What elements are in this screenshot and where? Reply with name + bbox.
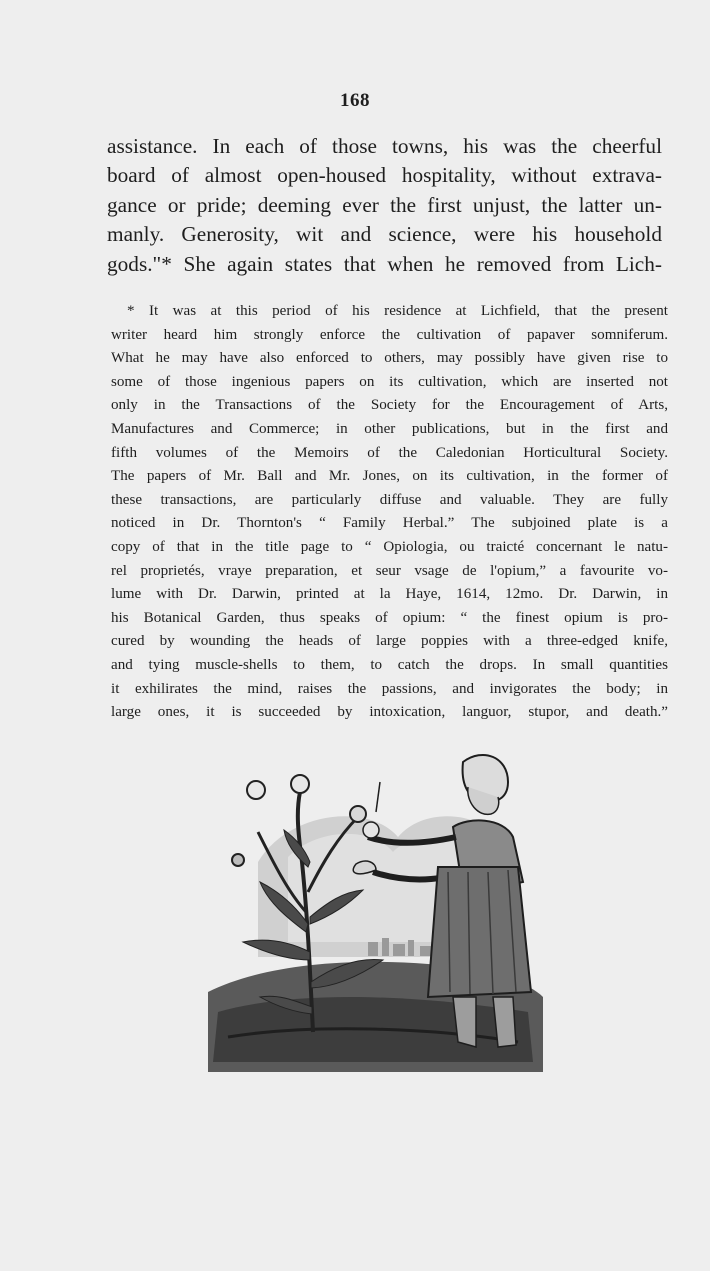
footnote-line: What he may have also enforced to others, may possibly have given rise to	[111, 350, 668, 367]
footnote-line: and tying muscle-shells to them, to catch the drops. In small quantities	[111, 656, 668, 673]
body-line: manly. Generosity, wit and science, were his household	[107, 222, 662, 247]
footnote-line: it exhilirates the mind, raises the passions, and invigorates the body; in	[111, 680, 668, 697]
footnote-line: copy of that in the title page to “ Opiologia, ou traicté concernant le natu-	[111, 538, 668, 555]
footnote-line: these transactions, are particularly diffuse and valuable. They are fully	[111, 491, 668, 508]
footnote-line: lume with Dr. Darwin, printed at la Haye, 1614, 12mo. Dr. Darwin, in	[111, 586, 668, 603]
footnote-line: cured by wounding the heads of large poppies with a three-edged knife,	[111, 633, 668, 650]
body-line: board of almost open-housed hospitality, without extrava-	[107, 163, 662, 188]
footnote-line: Manufactures and Commerce; in other publications, but in the first and	[111, 420, 668, 437]
page-number: 168	[340, 90, 370, 111]
footnote-line: noticed in Dr. Thornton's “ Family Herbal.” The subjoined plate is a	[111, 515, 668, 532]
body-text	[107, 132, 662, 279]
body-line: gance or pride; deeming ever the first unjust, the latter un-	[107, 192, 662, 217]
body-line: assistance. In each of those towns, his was the cheerful	[107, 134, 662, 158]
footnote-line: his Botanical Garden, thus speaks of opium: “ the finest opium is pro-	[111, 609, 668, 626]
footnote	[111, 300, 668, 725]
poppy-harvest-engraving	[198, 742, 543, 1072]
body-line: gods."* She again states that when he removed from Lich-	[107, 251, 662, 276]
footnote-line: writer heard him strongly enforce the cultivation of papaver somniferum.	[111, 326, 668, 343]
footnote-line: large ones, it is succeeded by intoxication, languor, stupor, and death.”	[111, 704, 668, 721]
footnote-line: some of those ingenious papers on its cultivation, which are inserted not	[111, 373, 668, 390]
footnote-line: fifth volumes of the Memoirs of the Caledonian Horticultural Society.	[111, 444, 668, 461]
footnote-line: The papers of Mr. Ball and Mr. Jones, on its cultivation, in the former of	[111, 468, 668, 485]
footnote-line: * It was at this period of his residence at Lichfield, that the present	[127, 303, 668, 319]
footnote-line: only in the Transactions of the Society for the Encouragement of Arts,	[111, 397, 668, 414]
footnote-line: rel proprietés, vraye preparation, et seur vsage de l'opium,” a favourite vo-	[111, 562, 668, 579]
